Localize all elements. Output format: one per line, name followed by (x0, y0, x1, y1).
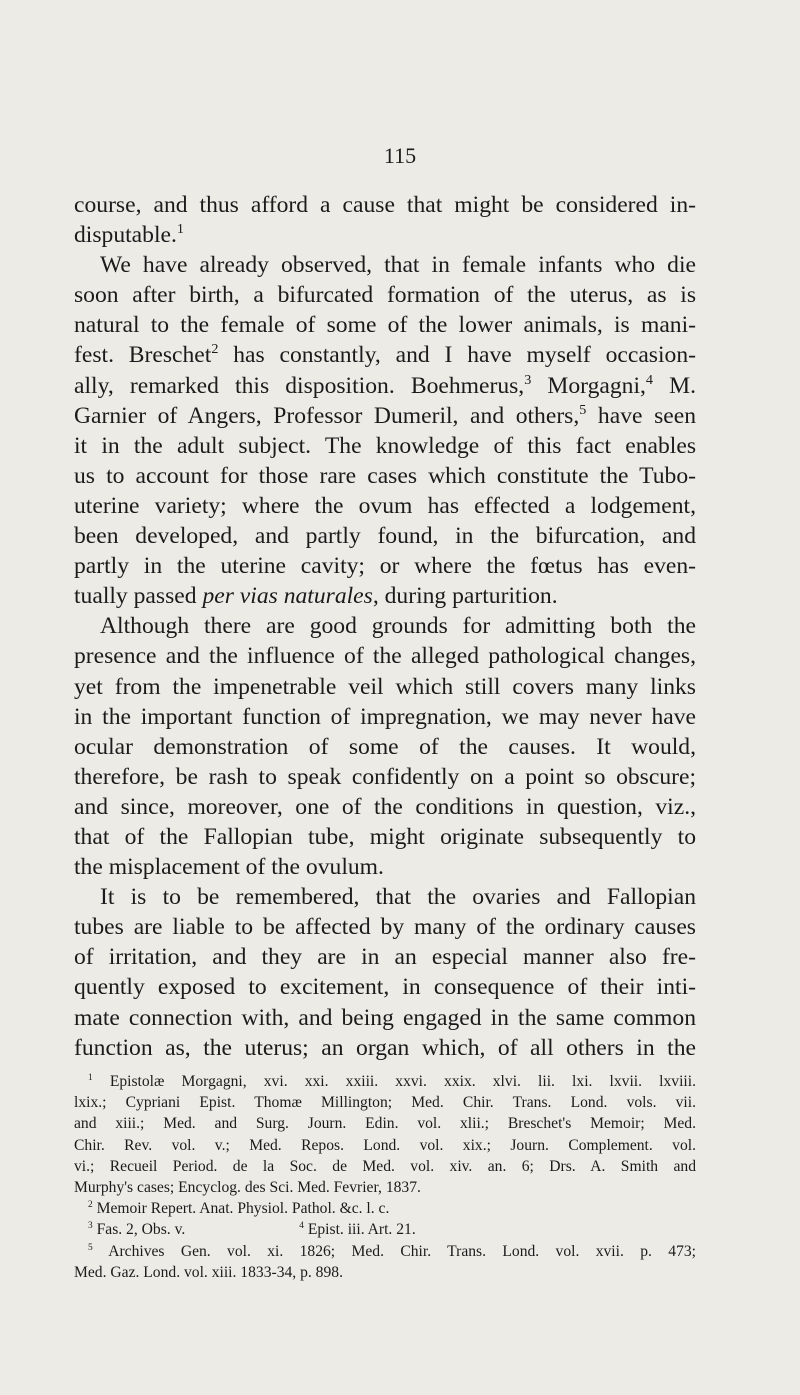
page-number: 115 (383, 143, 417, 168)
text-line: We have already observed, that in female infants who die (100, 252, 696, 279)
body-text (74, 190, 696, 1063)
footnote-line: $^5$ Archives Gen. vol. xi. 1826; Med. Chir. Trans. Lond. vol. xvii. p. 473; (88, 1242, 696, 1260)
text-line: function as, the uterus; an organ which, of all others in the (74, 1034, 696, 1061)
footnote-marker: 3 (88, 1221, 93, 1232)
footnote-line: $^3$ Fas. 2, Obs. v. $^4$ Epist. iii. Art. 21. (88, 1221, 416, 1239)
footnote-ref: 4 (645, 371, 653, 388)
text-line: natural to the female of some of the lower animals, is mani- (74, 312, 696, 339)
footnote-line: and xiii.; Med. and Surg. Journ. Edin. vol. xlii.; Breschet's Memoir; Med. (74, 1115, 696, 1133)
text-line: therefore, be rash to speak confidently on a point so obscure; (74, 763, 696, 790)
text-line: ally, remarked this disposition. Boehmerus,$^3$ Morgagni,$^4$ M. (74, 371, 696, 399)
text-line: presence and the influence of the alleged pathological changes, (74, 643, 696, 670)
footnote-line: $^1$ Epistolæ Morgagni, xvi. xxi. xxiii. xxvi. xxix. xlvi. lii. lxi. lxvii. lxviii. (88, 1072, 696, 1090)
text-line: that of the Fallopian tube, might originate subsequently to (74, 823, 696, 850)
text-line: in the important function of impregnation, we may never have (74, 703, 696, 730)
footnote-line: vi.; Recueil Period. de la Soc. de Med. vol. xiv. an. 6; Drs. A. Smith and (74, 1157, 696, 1175)
text-line: Although there are good grounds for admitting both the (100, 613, 696, 640)
text-line: tubes are liable to be affected by many of the ordinary causes (74, 914, 696, 941)
text-line: uterine variety; where the ovum has effected a lodgement, (74, 492, 696, 519)
footnote-ref: 1 (176, 221, 184, 238)
text-line: fest. Breschet$^2$ has constantly, and I have myself occasion- (74, 341, 696, 369)
text-line: tually passed per vias naturales, during parturition. (74, 583, 558, 610)
text-line: course, and thus afford a cause that might be considered in- (74, 192, 696, 218)
footnote-marker: 4 (299, 1221, 304, 1232)
footnotes (74, 1071, 696, 1283)
footnote-marker: 2 (88, 1200, 93, 1211)
text-line: of irritation, and they are in an especial manner also fre- (74, 944, 696, 971)
text-line: yet from the impenetrable veil which still covers many links (74, 673, 696, 700)
footnote-ref: 3 (524, 371, 532, 388)
text-line: partly in the uterine cavity; or where the fœtus has even- (74, 553, 696, 580)
text-line: us to account for those rare cases which constitute the Tubo- (74, 462, 696, 489)
text-line: Garnier of Angers, Professor Dumeril, and others,$^5$ have seen (74, 401, 696, 429)
text-line: and since, moreover, one of the conditions in question, viz., (74, 793, 696, 820)
text-line: ocular demonstration of some of the causes. It would, (74, 733, 696, 760)
text-line: mate connection with, and being engaged in the same common (74, 1004, 696, 1031)
text-line: the misplacement of the ovulum. (74, 854, 384, 881)
footnote-line: Murphy's cases; Encyclog. des Sci. Med. Fevrier, 1837. (74, 1179, 421, 1197)
text-line: quently exposed to excitement, in consequence of their inti- (74, 974, 696, 1001)
text-line: soon after birth, a bifurcated formation of the uterus, as is (74, 282, 696, 309)
footnote-line: $^2$ Memoir Repert. Anat. Physiol. Pathol. &c. l. c. (88, 1200, 390, 1218)
footnote-marker: 5 (88, 1242, 93, 1253)
latin-phrase: per vias naturales (202, 583, 373, 610)
footnote-line: Chir. Rev. vol. v.; Med. Repos. Lond. vol. xix.; Journ. Complement. vol. (74, 1136, 696, 1154)
footnote-ref: 2 (211, 341, 219, 358)
text-line: disputable.$^1$ (74, 221, 184, 249)
footnote-marker: 1 (88, 1072, 93, 1083)
text-line: It is to be remembered, that the ovaries and Fallopian (100, 884, 696, 911)
footnote-ref: 5 (579, 401, 587, 418)
footnote-line: lxix.; Cypriani Epist. Thomæ Millington; Med. Chir. Trans. Lond. vols. vii. (74, 1094, 696, 1112)
text-line: been developed, and partly found, in the bifurcation, and (74, 523, 696, 550)
text-line: it in the adult subject. The knowledge of this fact enables (74, 432, 696, 459)
footnote-line: Med. Gaz. Lond. vol. xiii. 1833-34, p. 898. (74, 1263, 343, 1281)
